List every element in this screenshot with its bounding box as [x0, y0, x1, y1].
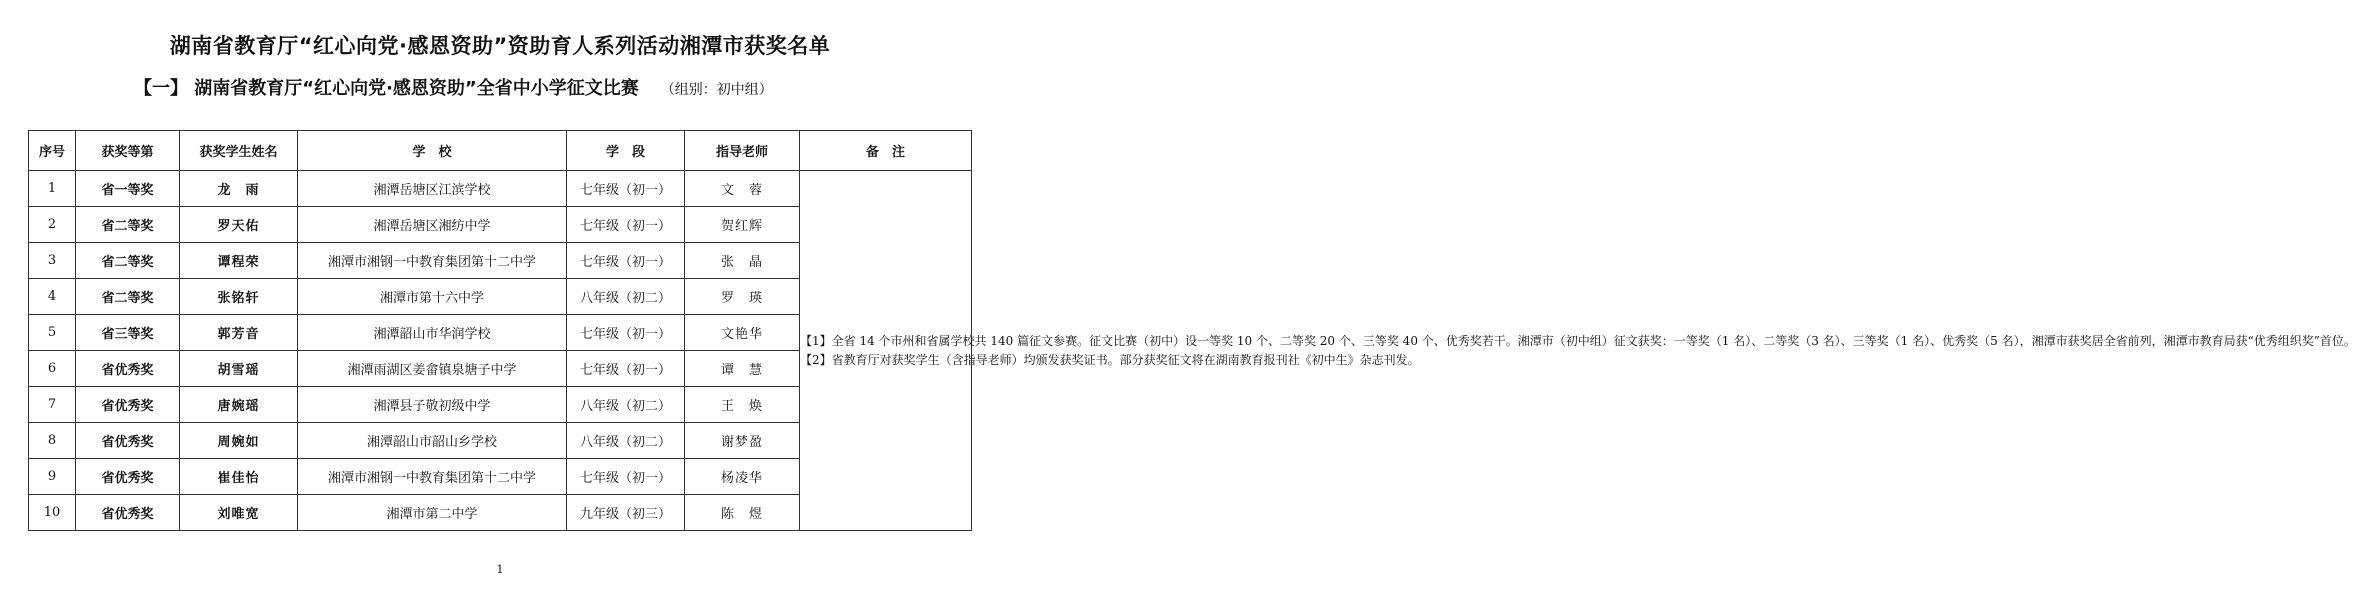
cell-no: 1	[29, 171, 76, 207]
cell-student-name: 罗天佑	[180, 207, 298, 243]
cell-grade: 八年级（初二）	[567, 279, 685, 315]
cell-student-name: 郭芳音	[180, 315, 298, 351]
notes-cell	[800, 171, 2356, 531]
note-paragraph-2: 【2】省教育厅对获奖学生（含指导老师）均颁发获奖证书。部分获奖征文将在湖南教育报刊社《初中生》杂志刊发。	[800, 352, 1420, 367]
cell-award: 省优秀奖	[76, 459, 180, 495]
cell-grade: 八年级（初二）	[567, 387, 685, 423]
awards-table	[28, 130, 2356, 531]
cell-teacher: 谢梦盈	[685, 423, 800, 459]
cell-grade: 七年级（初一）	[567, 207, 685, 243]
cell-award: 省二等奖	[76, 207, 180, 243]
table-row	[29, 171, 972, 207]
cell-no: 7	[29, 387, 76, 423]
cell-teacher: 罗 瑛	[685, 279, 800, 315]
cell-teacher: 文艳华	[685, 315, 800, 351]
cell-no: 4	[29, 279, 76, 315]
cell-no: 9	[29, 459, 76, 495]
document-title: 湖南省教育厅“红心向党·感恩资助”资助育人系列活动湘潭市获奖名单	[169, 34, 831, 58]
note-paragraph-1: 【1】全省 14 个市州和省属学校共 140 篇征文参赛。征文比赛（初中）设一等奖 10 个、二等奖 20 个、三等奖 40 个、优秀奖若干。湘潭市（初中组）征文获奖：一等奖（1 名）、二等奖（3 名）、三等奖（1 名）、优秀奖（5 名），湘潭市获奖居全省前列，湘潭市教育局获“优秀组织奖”首位。	[800, 333, 2356, 348]
cell-award: 省二等奖	[76, 243, 180, 279]
cell-award: 省三等奖	[76, 315, 180, 351]
header-cell: 序号	[29, 131, 76, 171]
cell-no: 6	[29, 351, 76, 387]
cell-teacher: 贺红辉	[685, 207, 800, 243]
cell-student-name: 胡雪瑶	[180, 351, 298, 387]
page-number: 1	[496, 563, 504, 576]
cell-award: 省优秀奖	[76, 495, 180, 531]
section-subtitle	[134, 74, 773, 100]
cell-teacher: 陈 煜	[685, 495, 800, 531]
cell-school: 湘潭岳塘区湘纺中学	[298, 207, 567, 243]
cell-grade: 七年级（初一）	[567, 351, 685, 387]
cell-school: 湘潭市湘钢一中教育集团第十二中学	[298, 243, 567, 279]
cell-no: 8	[29, 423, 76, 459]
cell-teacher: 张 晶	[685, 243, 800, 279]
cell-student-name: 张铭轩	[180, 279, 298, 315]
cell-grade: 八年级（初二）	[567, 423, 685, 459]
cell-school: 湘潭市第十六中学	[298, 279, 567, 315]
cell-teacher: 杨凌华	[685, 459, 800, 495]
table-header-row	[29, 131, 972, 171]
cell-teacher: 文 蓉	[685, 171, 800, 207]
header-cell: 指导老师	[685, 131, 800, 171]
cell-award: 省优秀奖	[76, 423, 180, 459]
cell-grade: 七年级（初一）	[567, 171, 685, 207]
cell-school: 湘潭岳塘区江滨学校	[298, 171, 567, 207]
cell-award: 省二等奖	[76, 279, 180, 315]
cell-school: 湘潭韶山市华润学校	[298, 315, 567, 351]
cell-teacher: 谭 慧	[685, 351, 800, 387]
header-cell: 备 注	[800, 131, 972, 171]
cell-grade: 七年级（初一）	[567, 243, 685, 279]
cell-no: 10	[29, 495, 76, 531]
cell-school: 湘潭韶山市韶山乡学校	[298, 423, 567, 459]
cell-student-name: 谭程荣	[180, 243, 298, 279]
header-cell: 获奖等第	[76, 131, 180, 171]
cell-school: 湘潭县子敬初级中学	[298, 387, 567, 423]
cell-school: 湘潭市湘钢一中教育集团第十二中学	[298, 459, 567, 495]
cell-grade: 九年级（初三）	[567, 495, 685, 531]
header-cell: 学 校	[298, 131, 567, 171]
cell-no: 5	[29, 315, 76, 351]
header-cell: 学 段	[567, 131, 685, 171]
cell-grade: 七年级（初一）	[567, 459, 685, 495]
cell-student-name: 刘唯宽	[180, 495, 298, 531]
cell-school: 湘潭市第二中学	[298, 495, 567, 531]
cell-grade: 七年级（初一）	[567, 315, 685, 351]
cell-award: 省优秀奖	[76, 351, 180, 387]
cell-student-name: 崔佳怡	[180, 459, 298, 495]
cell-award: 省一等奖	[76, 171, 180, 207]
subtitle-main: 【一】 湖南省教育厅“红心向党·感恩资助”全省中小学征文比赛	[134, 78, 639, 99]
cell-no: 3	[29, 243, 76, 279]
cell-no: 2	[29, 207, 76, 243]
cell-student-name: 龙 雨	[180, 171, 298, 207]
cell-student-name: 周婉如	[180, 423, 298, 459]
cell-student-name: 唐婉瑶	[180, 387, 298, 423]
cell-school: 湘潭雨湖区姜畲镇泉塘子中学	[298, 351, 567, 387]
header-cell: 获奖学生姓名	[180, 131, 298, 171]
cell-teacher: 王 焕	[685, 387, 800, 423]
subtitle-group: （组别：初中组）	[660, 82, 773, 98]
cell-award: 省优秀奖	[76, 387, 180, 423]
